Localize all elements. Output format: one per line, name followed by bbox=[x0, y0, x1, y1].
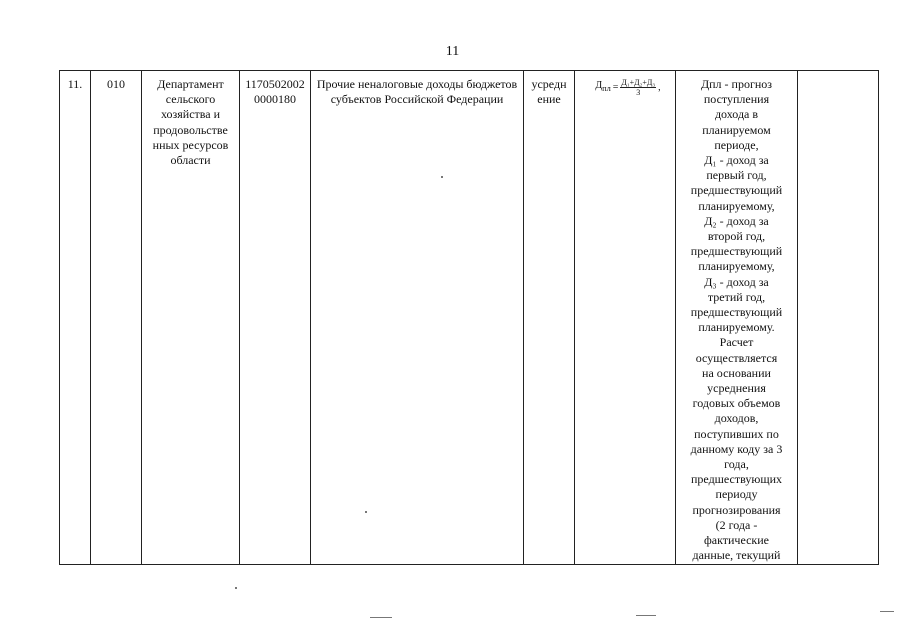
description-line: предшествующий bbox=[690, 244, 783, 259]
description-line: Дпл - прогноз bbox=[700, 77, 773, 91]
budget-code-cell bbox=[240, 71, 311, 565]
description-line: года, bbox=[724, 457, 749, 472]
method-cell: усредн ение bbox=[524, 71, 575, 565]
empty-cell bbox=[798, 71, 879, 565]
description-line: предшествующий bbox=[690, 305, 783, 320]
description-line: Д₂ - доход за bbox=[704, 213, 769, 228]
income-name-cell: Прочие неналоговые доходы бюджетов субъектов Российской Федерации bbox=[311, 71, 524, 565]
formula-lhs bbox=[595, 78, 610, 96]
scan-speck bbox=[365, 511, 367, 513]
formula-lhs-subscript: пл bbox=[602, 84, 611, 94]
description-line: поступления bbox=[703, 92, 770, 107]
description-line: второй год, bbox=[707, 229, 766, 244]
row-index-cell: 11. bbox=[60, 71, 91, 565]
description-line: доходов, bbox=[714, 411, 759, 426]
description-line: третий год, bbox=[707, 289, 766, 304]
description-line: планируемому. bbox=[698, 320, 775, 335]
description-line: дохода в bbox=[714, 107, 759, 122]
description-line: периоду bbox=[715, 487, 758, 502]
page-number: 11 bbox=[445, 44, 460, 59]
description-line: периоде, bbox=[714, 137, 759, 152]
formula-fraction bbox=[620, 78, 656, 97]
scan-speck bbox=[880, 611, 894, 612]
description-line: данному коду за 3 bbox=[690, 441, 783, 456]
description-line: фактические bbox=[703, 533, 769, 548]
scan-speck bbox=[370, 617, 392, 618]
average-formula bbox=[595, 78, 660, 97]
formula-lhs-symbol: Д bbox=[595, 80, 603, 92]
scan-speck bbox=[235, 587, 237, 589]
formula-trailing-comma: , bbox=[658, 81, 661, 93]
table-row bbox=[60, 71, 879, 565]
description-line: предшествующий bbox=[690, 183, 783, 198]
description-line: Д₃ - доход за bbox=[704, 274, 769, 289]
admin-code-cell: 010 bbox=[91, 71, 142, 565]
description-line: Расчет bbox=[719, 335, 754, 350]
description-line: первый год, bbox=[706, 168, 767, 183]
income-forecast-table bbox=[59, 70, 879, 565]
description-line: на основании bbox=[702, 365, 771, 380]
description-line: осуществляется bbox=[695, 350, 778, 365]
description-line: Д₁ - доход за bbox=[704, 153, 769, 168]
description-line: планируемому, bbox=[698, 198, 775, 213]
budget-code-line-2: 0000180 bbox=[254, 92, 296, 107]
description-line: планируемом bbox=[702, 122, 771, 137]
description-line: поступивших по bbox=[694, 426, 779, 441]
description-line: (2 года - bbox=[715, 517, 758, 532]
description-line: усреднения bbox=[707, 381, 766, 396]
description-line: прогнозирования bbox=[692, 502, 781, 517]
description-line: годовых объемов bbox=[692, 396, 781, 411]
description-line: планируемому, bbox=[698, 259, 775, 274]
budget-code-line-1: 1170502002 bbox=[245, 77, 305, 91]
formula-numerator: Д₁+Д₂+Д₃ bbox=[621, 78, 656, 87]
formula-denominator: 3 bbox=[636, 88, 641, 97]
description-line: предшествующих bbox=[690, 472, 782, 487]
description-line: данные, текущий bbox=[692, 548, 781, 563]
description-cell bbox=[676, 71, 798, 565]
formula-cell bbox=[575, 71, 676, 565]
formula-equals: = bbox=[612, 81, 619, 93]
scan-speck bbox=[636, 615, 656, 616]
administrator-cell: Департамент сельского хозяйства и продовольстве нных ресурсов области bbox=[142, 71, 240, 565]
scan-speck bbox=[441, 176, 443, 178]
